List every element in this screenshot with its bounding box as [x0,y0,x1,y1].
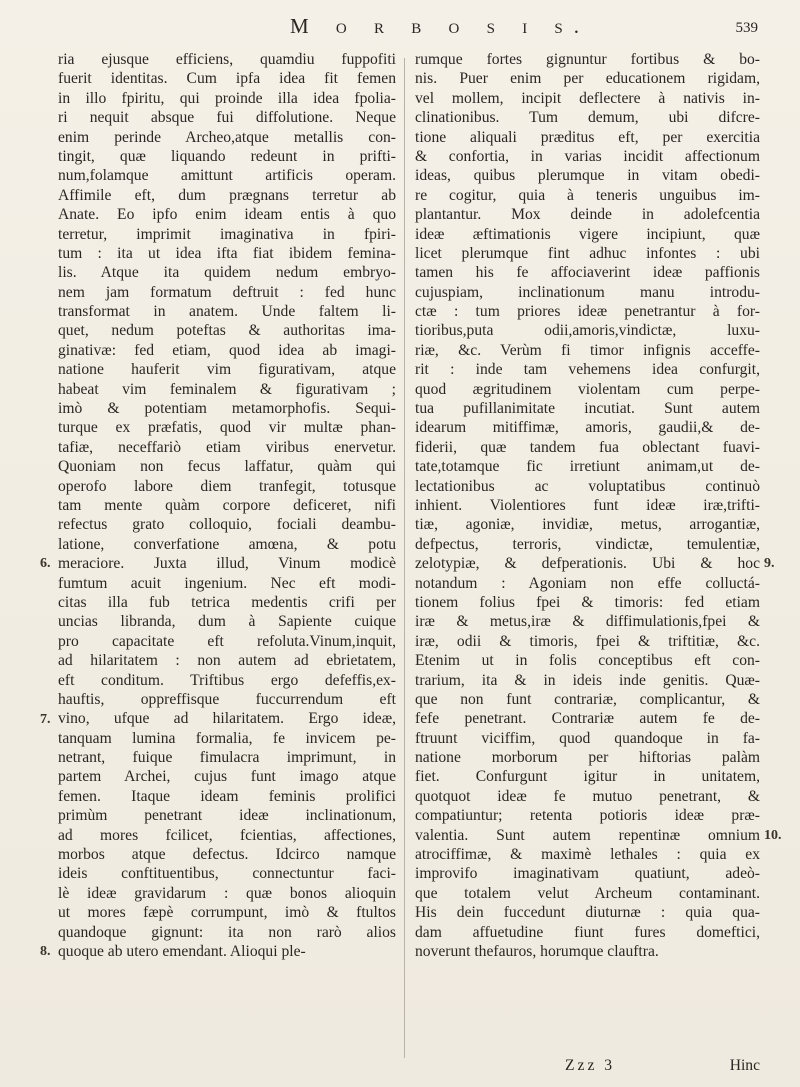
text-line: turque ex præfatis, quod vir multæ phan- [58,419,396,437]
text-line: clinationibus. Tum demum, ubi difcre- [415,109,760,127]
text-line: zelotypiæ, & defperationis. Ubi & hoc [415,555,760,573]
text-line: plantantur. Mox deinde in adolefcentia [415,206,760,224]
text-line: primùm penetrant ideæ inclinationum, [58,807,396,825]
text-line: ad mores fcilicet, fcientias, affectiones, [58,826,396,844]
text-line: improvifo imaginativam quatiunt, adeò- [415,865,760,883]
text-line: iræ, odii & timoris, fpei & triftitiæ, &c. [415,632,760,650]
text-line: ginativæ: fed etiam, quod idea ab imagi- [58,341,396,359]
text-line: lis. Atque ita quidem nedum embryo- [58,264,396,282]
text-line: transformat in anatem. Unde faltem li- [58,303,396,321]
margin-note-left: 6. [40,556,51,572]
text-line: iræ & metus,iræ & diffimulationis,fpei & [415,613,760,631]
page-header [0,14,800,54]
text-line: tione aliquali præditus eft, per exercitia [415,128,760,146]
text-line: Anate. Eo ipfo enim ideam entis à quo [58,206,396,224]
text-line: His dein fuccedunt diuturnæ : quia qua- [415,904,760,922]
text-line: ideis conftituentibus, connectuntur faci- [58,865,396,883]
text-line: fumtum acuit ingenium. Nec eft modi- [58,574,396,592]
text-line: quoque ab utero emendant. Alioqui ple- [58,942,306,960]
text-line: que totalem velut Archeum contaminant. [415,884,760,902]
text-line: & confortia, in varias incidit affectionum [415,147,760,165]
text-line: pro capacitate eft refoluta.Vinum,inquit, [58,632,396,650]
text-line: femen. Itaque ideam feminis prolifici [58,787,396,805]
text-line: defpectus, terroris, vindictæ, temulentiæ, [415,535,760,553]
text-line: idearum mitiffimæ, amoris, gaudii,& de- [415,419,760,437]
text-line: tate,totamque fic irretiunt animam,ut de- [415,458,760,476]
text-line: re cogitur, quia à teneris unguibus im- [415,186,760,204]
text-line: tamen his fe affociaverint ideæ paffionis [415,264,760,282]
text-line: ri nequit absque fui diffolutione. Neque [58,109,396,127]
text-line: inhient. Violentiores funt ideæ iræ,trifti- [415,496,760,514]
text-line: fiderii, quæ tandem fua oblectant fuavi- [415,438,760,456]
text-line: quandoque gignunt: ita non rarò alios [58,923,396,941]
text-line: habeat vim feminalem & figurativam ; [58,380,396,398]
text-line: tiæ, agoniæ, invidiæ, metus, arrogantiæ, [415,516,760,534]
text-line: fiet. Confurgunt igitur in unitatem, [415,768,760,786]
text-line: operofo labore diem tranfegit, totusque [58,477,396,495]
text-line: fefe penetrant. Contrariæ autem fe de- [415,710,760,728]
text-line: citas illa fub tetrica medentis crifi per [58,593,396,611]
text-line: Etenim ut in folis conceptibus eft con- [415,652,760,670]
text-line: trarium, ita & in ideis inde genitis. Quæ- [415,671,760,689]
text-line: hauftis, oppreffisque fuccurrendum eft [58,690,396,708]
text-line: latione, converfatione amœna, & potu [58,535,396,553]
text-line: num,folamque amittunt artificis operam. [58,167,396,185]
text-line: tioribus,puta odii,amoris,vindictæ, luxu- [415,322,760,340]
text-line: Quoniam non fecus laffatur, quàm qui [58,458,396,476]
text-line: quotquot ideæ fe mutuo penetrant, & [415,787,760,805]
text-line: dam affuetudine fiunt fures domeftici, [415,923,760,941]
text-line: lectationibus ac voluptatibus continuò [415,477,760,495]
text-line: notandum : Agoniam non effe colluctá- [415,574,760,592]
text-line: riæ, &c. Verùm fi timor infignis acceffe- [415,341,760,359]
text-line: quod ægritudinem violentam cum perpe- [415,380,760,398]
text-line: tua pufillanimitate incutiat. Sunt autem [415,400,760,418]
text-line: refectus grato colloquio, fociali deambu- [58,516,396,534]
page-number: 539 [735,20,758,36]
text-line: natione hauferit vim figurativam, atque [58,361,396,379]
text-line: in illo fpiritu, qui proinde illa idea fpolia- [58,89,396,107]
text-line: nis. Puer enim per educationem rigidam, [415,70,760,88]
margin-note-left: 8. [40,944,51,960]
text-line: tam mente quàm corpore deficeret, nifi [58,496,396,514]
text-line: ideæ æftimationis vigere incipiunt, quæ [415,225,760,243]
page-footer [415,1057,760,1081]
right-column [415,50,760,961]
text-line: cujuspiam, inclinationum manu introdu- [415,283,760,301]
text-line: valentia. Sunt autem repentinæ omnium [415,826,760,844]
margin-note-right: 9. [764,556,775,572]
text-line: atrociffimæ, & maximè lethales : quia ex [415,846,760,864]
text-line: ftruunt viciffim, quod quandoque in fa- [415,729,760,747]
text-line: morbos atque defectus. Idcirco namque [58,846,396,864]
text-line: uncias libranda, dum à Sapiente cuique [58,613,396,631]
text-line: natione morborum per hiftorias palàm [415,749,760,767]
text-line: compatiuntur; retenta potioris ideæ præ- [415,807,760,825]
text-line: tum : ita ut idea ifta fiat ibidem femina- [58,244,396,262]
text-line: tingit, quæ liquando redeunt in prifti- [58,147,396,165]
text-line: que non funt contrariæ, complicantur, & [415,690,760,708]
text-line: vino, ufque ad hilaritatem. Ergo ideæ, [58,710,396,728]
text-line: ideas, quibus plerumque in vitam obedi- [415,167,760,185]
text-line: enim perinde Archeo,atque metallis con- [58,128,396,146]
text-line: lè ideæ gravidarum : quæ bonos alioquin [58,884,396,902]
catchword: Hinc [729,1057,760,1074]
text-line: Affimile eft, dum prægnans terretur ab [58,186,396,204]
text-line: tionem folius fpei & timoris: fed etiam [415,593,760,611]
text-line: ad hilaritatem : non autem ad ebrietatem, [58,652,396,670]
text-line: tanquam lumina formalia, fe invicem pe- [58,729,396,747]
text-line: netrant, fuique fimulacra imprimunt, in [58,749,396,767]
text-line: fuerit identitas. Cum ipfa idea fit femen [58,70,396,88]
text-line: meraciore. Juxta illud, Vinum modicè [58,555,396,573]
text-line: eft conditum. Triftibus ergo defeffis,ex- [58,671,396,689]
margin-note-right: 10. [764,828,782,843]
text-line: partem Archei, cujus funt imago atque [58,768,396,786]
text-line: rumque fortes gignuntur fortibus & bo- [415,51,760,68]
signature-mark: Zzz 3 [565,1057,616,1074]
text-line: quet, nedum poteftas & authoritas ima- [58,322,396,340]
text-line: noverunt thefauros, horumque clauftra. [415,942,659,960]
text-line: licet plerumque fint adhuc infontes : ubi [415,244,760,262]
text-line: ria ejusque efficiens, quamdiu fuppofiti [58,51,396,68]
text-line: tafiæ, neceffariò etiam viribus enervetur. [58,438,396,456]
text-line: nem jam formatum deftruit : fed hunc [58,283,396,301]
left-column [58,50,396,961]
margin-note-left: 7. [40,711,51,727]
running-head: M o r b o s i s. [290,14,591,38]
text-line: ctæ : tum priores ideæ penetrantur à for- [415,303,760,321]
text-line: imò & potentiam metamorphofis. Sequi- [58,400,396,418]
column-divider [404,58,405,1058]
text-line: terretur, imprimit imaginativa in fpiri- [58,225,396,243]
text-line: vel mollem, incipit deflectere à nativis in- [415,89,760,107]
text-line: rit : inde tam vehemens idea confurgit, [415,361,760,379]
text-line: ut mores fæpè corrumpunt, imò & ftultos [58,904,396,922]
